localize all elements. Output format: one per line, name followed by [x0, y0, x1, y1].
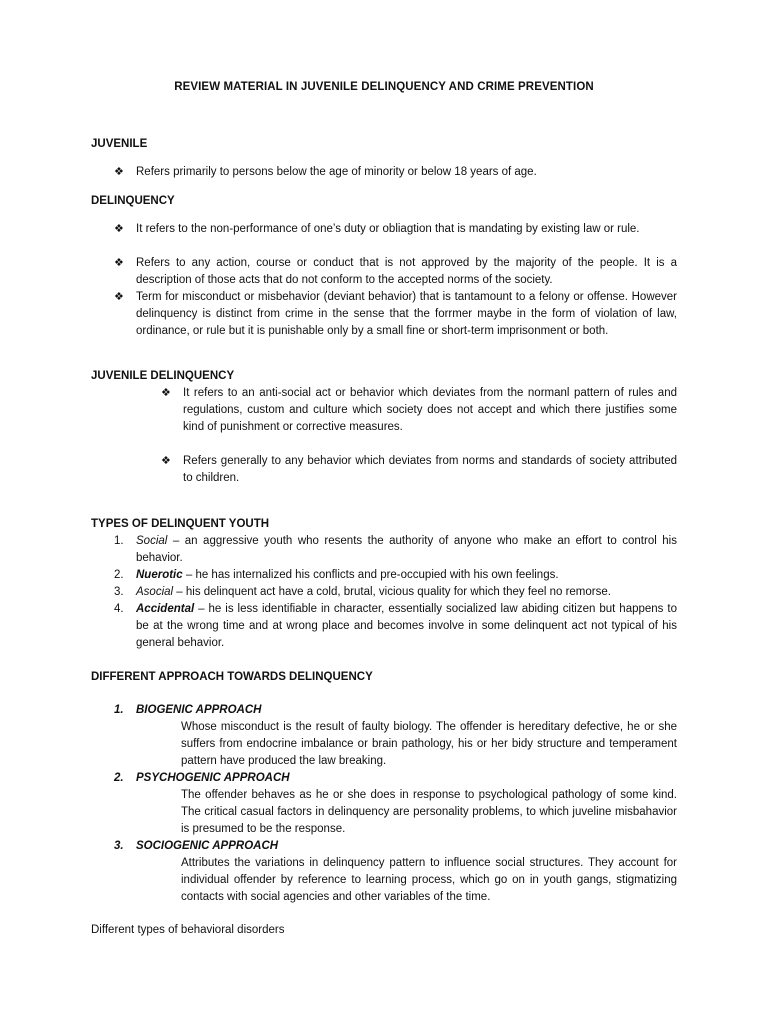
diamond-bullet-icon: ❖ [114, 257, 124, 269]
diamond-bullet-icon: ❖ [161, 387, 171, 399]
heading-behavioral-disorders: Different types of behavioral disorders [91, 924, 285, 936]
juvenile-bullet-1: ❖ Refers primarily to persons below the age of minority or below 18 years of age. [136, 164, 677, 181]
delinquency-bullet-3: ❖ Term for misconduct or misbehavior (deviant behavior) that is tantamount to a felony or offense. However delinquency is distinct from crime in the sense that the forrmer maybe in the form of violation of law, ordinance, or rule but it is punishable only by a small fine or short-term imprisonment or both. [114, 291, 677, 337]
approach-title: 1. BIOGENIC APPROACH [114, 704, 262, 716]
youth-type-item: 2. Nuerotic – he has internalized his conflicts and pre-occupied with his own feelings. [114, 569, 559, 581]
juvenile-delinquency-bullet-2: ❖ Refers generally to any behavior which deviates from norms and standards of society attributed to children. [161, 455, 677, 484]
youth-type-item: 3. Asocial – his delinquent act have a cold, brutal, vicious quality for which they feel no remorse. [114, 586, 611, 598]
approach-description: The offender behaves as he or she does in response to psychological pathology of some kind. The critical casual factors in delinquency are personality problems, to which juveline misbahavior is presumed to be the response. [181, 789, 677, 835]
approach-title: 3. SOCIOGENIC APPROACH [114, 840, 279, 852]
approach-description: Whose misconduct is the result of faulty biology. The offender is hereditary defective, he or she suffers from endocrine imbalance or brain pathology, his or her bidy structure and temperament pattern have produced the law breaking. [181, 721, 677, 767]
heading-juvenile: JUVENILE [91, 138, 148, 150]
diamond-bullet-icon: ❖ [114, 223, 124, 235]
delinquency-bullet-2: ❖ Refers to any action, course or conduct that is not approved by the majority of the people. It is a description of those acts that do not conform to the accepted norms of the society. [114, 257, 677, 286]
document-title: REVIEW MATERIAL IN JUVENILE DELINQUENCY AND CRIME PREVENTION [174, 81, 594, 93]
diamond-bullet-icon: ❖ [161, 455, 171, 467]
diamond-bullet-icon: ❖ [114, 291, 124, 303]
delinquency-bullet-1: ❖ It refers to the non-performance of one’s duty or obliagtion that is mandating by existing law or rule. [136, 221, 677, 238]
heading-types-of-delinquent-youth: TYPES OF DELINQUENT YOUTH [91, 518, 270, 530]
youth-type-item: 1. Social – an aggressive youth who resents the authority of anyone who make an effort to control his behavior. [114, 535, 677, 564]
diamond-bullet-icon: ❖ [114, 166, 124, 178]
approach-title: 2. PSYCHOGENIC APPROACH [114, 772, 290, 784]
approach-description: Attributes the variations in delinquency pattern to influence social structures. They account for individual offender by reference to learning process, which go on in youth gangs, stigmatizing contacts with social agencies and other variables of the time. [181, 857, 677, 903]
juvenile-delinquency-bullet-1: ❖ It refers to an anti-social act or behavior which deviates from the normanl pattern of rules and regulations, custom and culture which society does not accept and which there justifies some kind of punishment or corrective measures. [161, 387, 677, 433]
heading-juvenile-delinquency: JUVENILE DELINQUENCY [91, 370, 235, 382]
youth-type-item: 4. Accidental – he is less identifiable in character, essentially socialized law abiding citizen but happens to be at the wrong time and at wrong place and becomes involve in some delinquent act not typical of his general behavior. [114, 603, 677, 649]
heading-delinquency: DELINQUENCY [91, 195, 175, 207]
heading-different-approach: DIFFERENT APPROACH TOWARDS DELINQUENCY [91, 671, 373, 683]
